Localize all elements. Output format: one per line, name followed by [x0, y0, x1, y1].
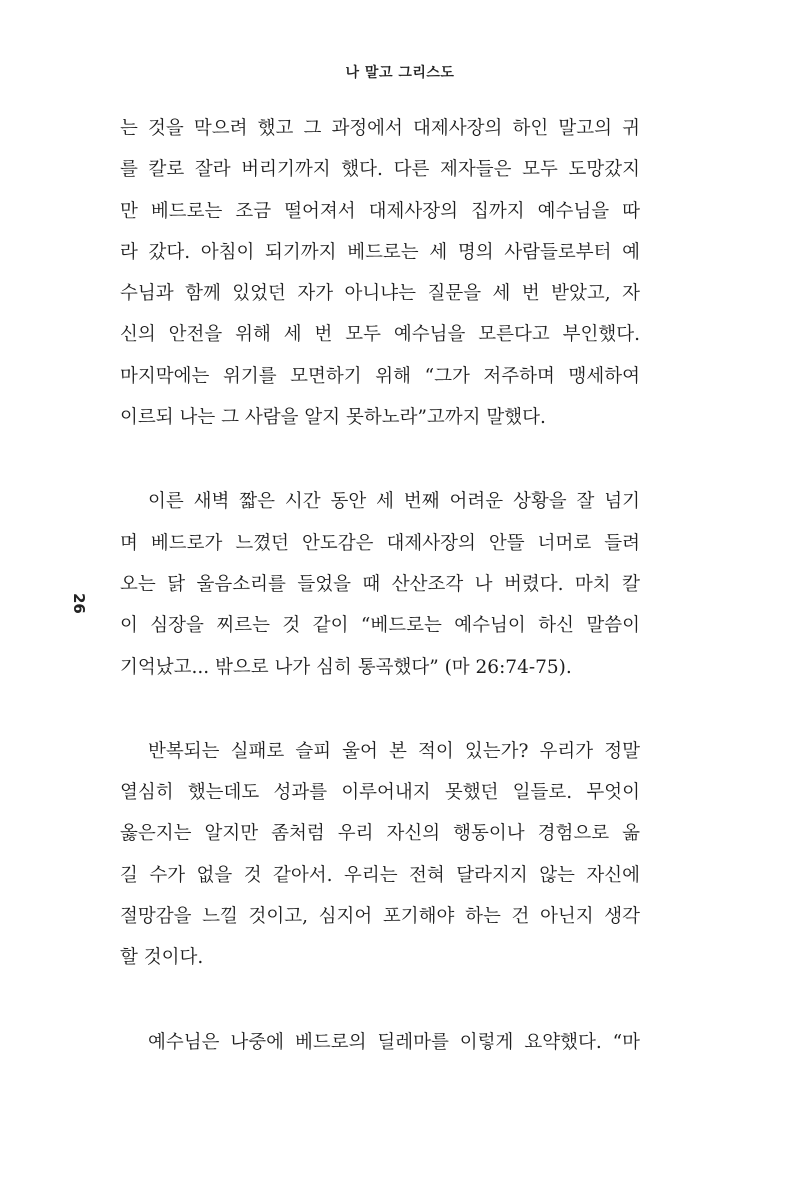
- text-line: 이른 새벽 짧은 시간 동안 세 번째 어려운 상황을 잘 넘기: [148, 491, 640, 513]
- text-line: 는 것을 막으려 했고 그 과정에서 대제사장의 하인 말고의 귀: [120, 118, 640, 139]
- text-line: 옳은지는 알지만 좀처럼 우리 자신의 행동이나 경험으로 옮: [120, 823, 640, 845]
- running-header: 나 말고 그리스도: [345, 65, 455, 81]
- text-line: 길 수가 없을 것 같아서. 우리는 전혀 달라지지 않는 자신에: [120, 864, 640, 886]
- text-line: 절망감을 느낄 것이고, 심지어 포기해야 하는 건 아닌지 생각: [120, 906, 640, 928]
- paragraph-gap: [120, 438, 640, 481]
- text-line: 신의 안전을 위해 세 번 모두 예수님을 모른다고 부인했다.: [120, 324, 640, 346]
- text-line: 기억났고... 밖으로 나가 심히 통곡했다” (마 26:74-75).: [120, 656, 572, 678]
- text-line: 이르되 나는 그 사람을 알지 못하노라”고까지 말했다.: [120, 407, 546, 429]
- paragraph-2: [120, 481, 640, 687]
- text-line: 수님과 함께 있었던 자가 아니냐는 질문을 세 번 받았고, 자: [120, 283, 640, 305]
- paragraph-4: [120, 1022, 640, 1063]
- paragraph-3: [120, 731, 640, 979]
- text-line: 며 베드로가 느꼈던 안도감은 대제사장의 안뜰 너머로 들려: [120, 532, 640, 554]
- text-line: 마지막에는 위기를 모면하기 위해 “그가 저주하며 맹세하여: [120, 365, 640, 387]
- text-line: 반복되는 실패로 슬피 울어 본 적이 있는가? 우리가 정말: [148, 740, 640, 762]
- text-line: 만 베드로는 조금 떨어져서 대제사장의 집까지 예수님을 따: [120, 200, 640, 222]
- body-text: [120, 108, 640, 1063]
- text-line: 예수님은 나중에 베드로의 딜레마를 이렇게 요약했다. “마: [148, 1031, 640, 1053]
- text-line: 이 심장을 찌르는 것 같이 “베드로는 예수님이 하신 말씀이: [120, 615, 640, 637]
- text-line: 라 갔다. 아침이 되기까지 베드로는 세 명의 사람들로부터 예: [120, 241, 640, 263]
- paragraph-gap: [120, 979, 640, 1022]
- text-line: 할 것이다.: [120, 947, 204, 969]
- text-line: 오는 닭 울음소리를 들었을 때 산산조각 나 버렸다. 마치 칼: [120, 573, 640, 595]
- text-line: 열심히 했는데도 성과를 이루어내지 못했던 일들로. 무엇이: [120, 782, 640, 804]
- paragraph-gap: [120, 688, 640, 731]
- paragraph-1: [120, 108, 640, 438]
- text-line: 를 칼로 잘라 버리기까지 했다. 다른 제자들은 모두 도망갔지: [120, 159, 640, 181]
- page-number: 26: [70, 593, 88, 614]
